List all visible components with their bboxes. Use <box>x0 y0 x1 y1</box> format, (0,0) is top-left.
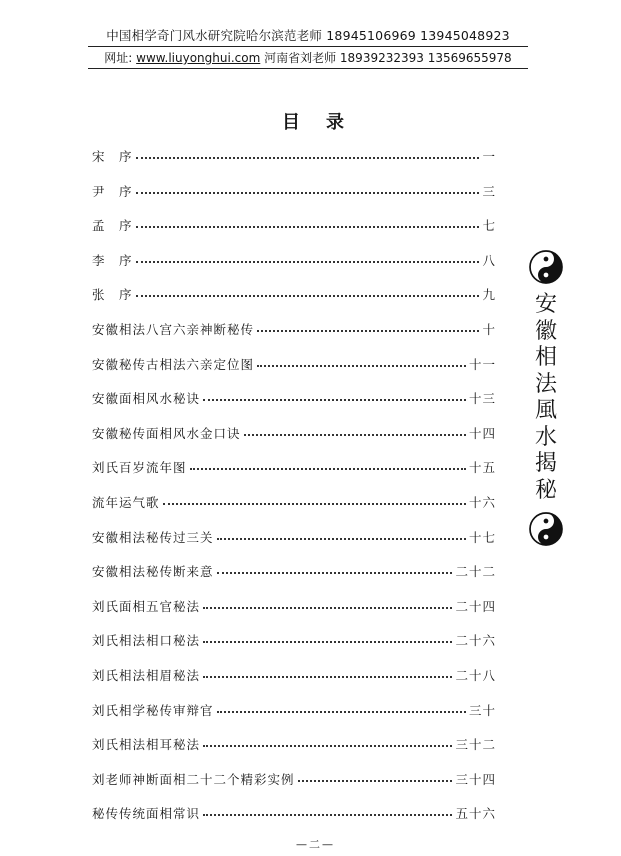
toc-entry[interactable] <box>92 244 496 279</box>
toc-entry-label: 刘氏相学秘传审辩官 <box>92 702 214 718</box>
toc-leader-dots <box>217 572 453 574</box>
toc-leader-dots <box>298 780 453 782</box>
toc-entry[interactable] <box>92 140 496 175</box>
toc-leader-dots <box>217 711 466 713</box>
toc-leader-dots <box>244 434 466 436</box>
toc-entry-label: 宋 序 <box>92 149 133 164</box>
toc-entry[interactable] <box>92 624 496 659</box>
toc-entry-label: 流年运气歌 <box>92 494 160 510</box>
toc-entry[interactable] <box>92 209 496 244</box>
toc-entry-label: 安徽面相风水秘诀 <box>92 391 201 407</box>
toc-leader-dots <box>203 641 452 643</box>
toc-leader-dots <box>257 330 479 332</box>
header-website-line <box>88 50 528 66</box>
toc-leader-dots <box>136 157 480 159</box>
toc-entry-label: 安徽相法八宫六亲神断秘传 <box>92 321 255 337</box>
toc-entry-page: 二十四 <box>455 598 496 614</box>
toc-entry-label: 安徽秘传古相法六亲定位图 <box>92 356 255 372</box>
toc-leader-dots <box>203 399 466 401</box>
toc-entry-page: 五十六 <box>455 806 496 822</box>
toc-entry-label: 刘氏相法相耳秘法 <box>92 737 201 753</box>
toc-entry-page: 三十二 <box>455 737 496 753</box>
toc-entry-page: 十一 <box>468 356 496 372</box>
table-of-contents <box>92 140 496 832</box>
toc-entry-page: 一 <box>482 149 496 164</box>
toc-entry-page: 七 <box>482 218 496 234</box>
toc-leader-dots <box>136 261 480 263</box>
toc-title: 目录 <box>282 112 370 133</box>
page-header <box>88 28 528 69</box>
toc-entry-label: 安徽相法秘传断来意 <box>92 564 214 580</box>
website-prefix: 网址: <box>104 51 133 65</box>
toc-entry-label: 秘传传统面相常识 <box>92 806 201 822</box>
toc-entry[interactable] <box>92 417 496 452</box>
toc-entry-page: 十 <box>482 321 496 337</box>
header-rule <box>88 46 528 47</box>
website-link[interactable]: www.liuyonghui.com <box>136 51 261 65</box>
toc-entry-label: 刘氏面相五官秘法 <box>92 598 201 614</box>
toc-entry-page: 三十 <box>468 702 496 718</box>
toc-entry-page: 十六 <box>468 494 496 510</box>
page-number: —二— <box>296 838 335 851</box>
toc-entry-page: 八 <box>482 252 496 268</box>
toc-leader-dots <box>203 607 452 609</box>
toc-entry-page: 二十八 <box>455 667 496 683</box>
toc-entry-label: 张 序 <box>92 287 133 303</box>
header-contact-line: 中国相学奇门风水研究院哈尔滨范老师 18945106969 13945048923 <box>106 28 510 43</box>
toc-entry-label: 李 序 <box>92 252 133 268</box>
toc-leader-dots <box>217 538 466 540</box>
toc-leader-dots <box>257 365 466 367</box>
toc-entry-page: 二十六 <box>455 633 496 649</box>
toc-leader-dots <box>190 468 466 470</box>
toc-leader-dots <box>203 745 452 747</box>
yin-yang-icon <box>529 250 563 284</box>
toc-entry[interactable] <box>92 590 496 625</box>
toc-entry[interactable] <box>92 694 496 729</box>
toc-entry-page: 九 <box>482 287 496 303</box>
toc-entry[interactable] <box>92 797 496 832</box>
toc-entry-label: 刘氏相法相口秘法 <box>92 633 201 649</box>
toc-leader-dots <box>136 226 480 228</box>
toc-entry-page: 十七 <box>468 529 496 545</box>
toc-entry[interactable] <box>92 763 496 798</box>
toc-entry[interactable] <box>92 278 496 313</box>
toc-entry[interactable] <box>92 555 496 590</box>
toc-entry[interactable] <box>92 382 496 417</box>
toc-leader-dots <box>163 503 466 505</box>
side-title: 安徽相法風水揭秘 <box>534 292 557 503</box>
toc-entry[interactable] <box>92 451 496 486</box>
header-rule-bottom <box>88 68 528 69</box>
toc-entry-label: 刘氏相法相眉秘法 <box>92 667 201 683</box>
toc-entry-label: 刘老师神断面相二十二个精彩实例 <box>92 771 295 787</box>
toc-leader-dots <box>203 676 452 678</box>
toc-entry[interactable] <box>92 659 496 694</box>
toc-entry[interactable] <box>92 348 496 383</box>
toc-entry-page: 十四 <box>468 425 496 441</box>
toc-entry-label: 安徽秘传面相风水金口诀 <box>92 425 241 441</box>
toc-entry[interactable] <box>92 521 496 556</box>
toc-leader-dots <box>136 295 480 297</box>
toc-leader-dots <box>203 814 452 816</box>
side-banner <box>526 250 566 546</box>
toc-entry-page: 二十二 <box>455 564 496 580</box>
toc-entry-page: 十三 <box>468 391 496 407</box>
toc-entry-label: 刘氏百岁流年图 <box>92 460 187 476</box>
toc-entry-page: 十五 <box>468 460 496 476</box>
toc-entry[interactable] <box>92 175 496 210</box>
toc-entry-page: 三十四 <box>455 771 496 787</box>
yin-yang-icon <box>529 512 563 546</box>
toc-entry-page: 三 <box>482 183 496 199</box>
toc-entry[interactable] <box>92 313 496 348</box>
toc-entry[interactable] <box>92 728 496 763</box>
header-contact-line-2: 河南省刘老师 18939232393 13569655978 <box>264 51 512 65</box>
toc-entry-label: 安徽相法秘传过三关 <box>92 529 214 545</box>
toc-entry-label: 尹 序 <box>92 183 133 199</box>
toc-entry[interactable] <box>92 486 496 521</box>
toc-leader-dots <box>136 192 480 194</box>
toc-entry-label: 孟 序 <box>92 218 133 234</box>
